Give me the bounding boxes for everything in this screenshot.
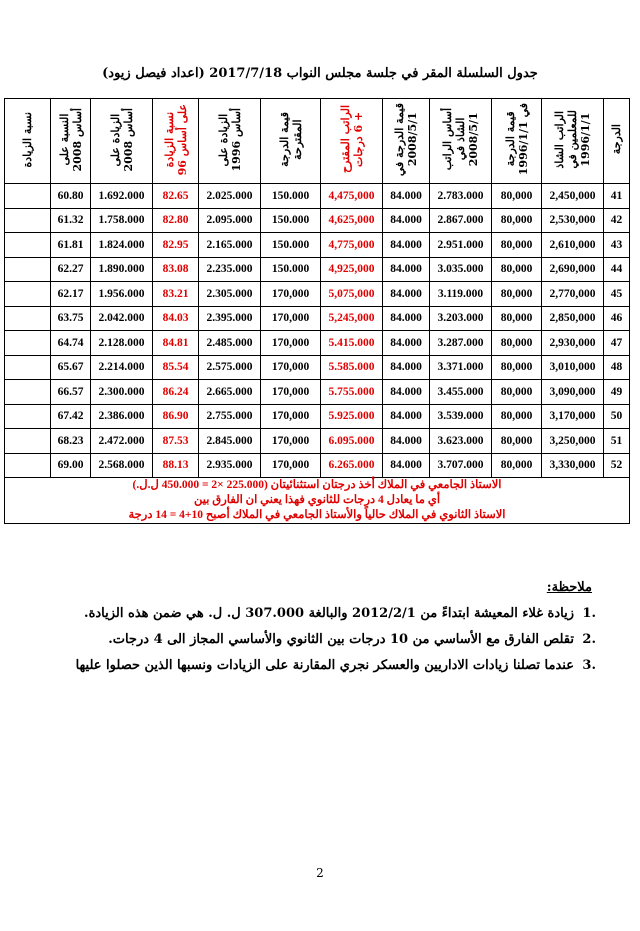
- cell-step08: 84.000: [383, 380, 430, 405]
- cell-pct96: 86.90: [153, 404, 199, 429]
- column-header: [321, 99, 383, 184]
- cell-step_prop: 170,000: [261, 355, 321, 380]
- cell-inc96: 2.755.000: [199, 404, 261, 429]
- table-row: [5, 233, 630, 258]
- cell-pct96: 87.53: [153, 429, 199, 454]
- cell-pct96: 84.81: [153, 331, 199, 356]
- cell-pct08: 62.17: [51, 282, 91, 307]
- cell-inc96: 2.095.000: [199, 208, 261, 233]
- cell-pct96: 82.80: [153, 208, 199, 233]
- cell-step96: 80,000: [492, 257, 542, 282]
- cell-pct96: 88.13: [153, 453, 199, 478]
- cell-step08: 84.000: [383, 306, 430, 331]
- cell-pct: [5, 429, 51, 454]
- cell-step96: 80,000: [492, 208, 542, 233]
- cell-pct08: 69.00: [51, 453, 91, 478]
- table-note-line: الاستاذ الجامعي في الملاك أخذ درجتان استثنائيتان (225.000 ×2 = 450.000 ل.ل.): [132, 479, 502, 491]
- notes-heading: ملاحظة:: [546, 580, 592, 595]
- cell-step96: 80,000: [492, 453, 542, 478]
- cell-grade: 52: [604, 453, 630, 478]
- note-item: [14, 632, 596, 658]
- cell-salary96: 2,770,000: [542, 282, 604, 307]
- cell-inc96: 2.575.000: [199, 355, 261, 380]
- cell-inc08: 1.692.000: [91, 184, 153, 209]
- cell-grade: 43: [604, 233, 630, 258]
- cell-inc96: 2.235.000: [199, 257, 261, 282]
- cell-step08: 84.000: [383, 429, 430, 454]
- table-row: [5, 453, 630, 478]
- cell-pct08: 62.27: [51, 257, 91, 282]
- column-header: [604, 99, 630, 184]
- cell-inc08: 2.568.000: [91, 453, 153, 478]
- cell-grade: 51: [604, 429, 630, 454]
- cell-base08: 2.783.000: [430, 184, 492, 209]
- column-header: [91, 99, 153, 184]
- page-number: 2: [316, 866, 324, 880]
- cell-pct: [5, 257, 51, 282]
- cell-step08: 84.000: [383, 257, 430, 282]
- cell-proposed: 4,475,000: [321, 184, 383, 209]
- cell-base08: 3.371.000: [430, 355, 492, 380]
- table-row: [5, 208, 630, 233]
- cell-base08: 2.951.000: [430, 233, 492, 258]
- cell-grade: 48: [604, 355, 630, 380]
- cell-step96: 80,000: [492, 404, 542, 429]
- cell-step96: 80,000: [492, 282, 542, 307]
- cell-step96: 80,000: [492, 355, 542, 380]
- cell-base08: 3.203.000: [430, 306, 492, 331]
- table-note-row: [5, 478, 630, 524]
- table-row: [5, 184, 630, 209]
- cell-salary96: 3,170,000: [542, 404, 604, 429]
- cell-grade: 41: [604, 184, 630, 209]
- cell-proposed: 4,925,000: [321, 257, 383, 282]
- cell-step08: 84.000: [383, 233, 430, 258]
- cell-inc08: 2.386.000: [91, 404, 153, 429]
- cell-pct96: 85.54: [153, 355, 199, 380]
- cell-step_prop: 170,000: [261, 429, 321, 454]
- cell-step96: 80,000: [492, 306, 542, 331]
- column-header-label: قيمة الدرجة المقترحة: [277, 112, 304, 167]
- cell-step_prop: 150.000: [261, 208, 321, 233]
- table-row: [5, 429, 630, 454]
- cell-step_prop: 170,000: [261, 282, 321, 307]
- cell-pct96: 86.24: [153, 380, 199, 405]
- column-header-label: النسبة على أساس 2008: [57, 107, 84, 172]
- cell-grade: 45: [604, 282, 630, 307]
- column-header-label: أساس الراتب الشاذ في 2008/5/1: [441, 108, 480, 171]
- cell-base08: 3.623.000: [430, 429, 492, 454]
- cell-inc08: 1.890.000: [91, 257, 153, 282]
- cell-step_prop: 150.000: [261, 184, 321, 209]
- cell-grade: 50: [604, 404, 630, 429]
- cell-pct: [5, 355, 51, 380]
- cell-step_prop: 170,000: [261, 331, 321, 356]
- cell-inc96: 2.665.000: [199, 380, 261, 405]
- cell-inc96: 2.305.000: [199, 282, 261, 307]
- cell-inc08: 2.042.000: [91, 306, 153, 331]
- cell-base08: 3.707.000: [430, 453, 492, 478]
- column-header-label: الزيادة على أساس 1996: [216, 107, 243, 172]
- column-header: [153, 99, 199, 184]
- cell-pct96: 83.21: [153, 282, 199, 307]
- cell-pct96: 82.95: [153, 233, 199, 258]
- table-note: [5, 478, 630, 524]
- cell-step96: 80,000: [492, 380, 542, 405]
- column-header: [199, 99, 261, 184]
- cell-step_prop: 150.000: [261, 233, 321, 258]
- cell-pct08: 60.80: [51, 184, 91, 209]
- cell-pct: [5, 233, 51, 258]
- column-header: [492, 99, 542, 184]
- table-row: [5, 306, 630, 331]
- table-note-line: أي ما يعادل 4 درجات للثانوي فهذا يعني ان الفارق بين: [193, 494, 441, 506]
- cell-pct96: 84.03: [153, 306, 199, 331]
- cell-pct96: 83.08: [153, 257, 199, 282]
- table-row: [5, 331, 630, 356]
- cell-inc08: 1.824.000: [91, 233, 153, 258]
- cell-step96: 80,000: [492, 184, 542, 209]
- table-row: [5, 257, 630, 282]
- cell-pct08: 66.57: [51, 380, 91, 405]
- cell-pct08: 64.74: [51, 331, 91, 356]
- cell-proposed: 5.925.000: [321, 404, 383, 429]
- cell-salary96: 3,330,000: [542, 453, 604, 478]
- cell-inc96: 2.845.000: [199, 429, 261, 454]
- cell-grade: 44: [604, 257, 630, 282]
- cell-pct08: 65.67: [51, 355, 91, 380]
- table-header-row: [5, 99, 630, 184]
- note-text: زيادة غلاء المعيشة ابتداءً من 2012/2/1 والبالغة 307.000 ل. ل. هي ضمن هذه الزيادة.: [84, 606, 574, 621]
- column-header-label: الراتب المقترح + 6 درجات: [338, 105, 365, 174]
- cell-base08: 3.119.000: [430, 282, 492, 307]
- cell-inc08: 2.300.000: [91, 380, 153, 405]
- cell-pct: [5, 208, 51, 233]
- cell-pct: [5, 404, 51, 429]
- cell-salary96: 2,930,000: [542, 331, 604, 356]
- column-header-label: قيمة الدرجة في 2008/5/1: [393, 102, 419, 177]
- cell-inc96: 2.165.000: [199, 233, 261, 258]
- cell-base08: 3.287.000: [430, 331, 492, 356]
- cell-pct: [5, 380, 51, 405]
- cell-inc96: 2.935.000: [199, 453, 261, 478]
- cell-pct: [5, 453, 51, 478]
- table-note-line: الاستاذ الثانوي في الملاك حالياً والأستاذ الجامعي في الملاك أصبح 10+4 = 14 درجة: [128, 509, 506, 521]
- cell-proposed: 5.585.000: [321, 355, 383, 380]
- table-row: [5, 282, 630, 307]
- cell-salary96: 2,450,000: [542, 184, 604, 209]
- cell-pct: [5, 282, 51, 307]
- note-number: .2: [582, 632, 596, 647]
- column-header: [383, 99, 430, 184]
- cell-proposed: 5,075,000: [321, 282, 383, 307]
- cell-step_prop: 150.000: [261, 257, 321, 282]
- cell-pct08: 68.23: [51, 429, 91, 454]
- cell-salary96: 2,690,000: [542, 257, 604, 282]
- cell-inc08: 1.758.000: [91, 208, 153, 233]
- cell-step08: 84.000: [383, 208, 430, 233]
- cell-pct: [5, 306, 51, 331]
- cell-salary96: 3,010,000: [542, 355, 604, 380]
- cell-salary96: 2,610,000: [542, 233, 604, 258]
- column-header: [5, 99, 51, 184]
- cell-step96: 80,000: [492, 331, 542, 356]
- cell-pct96: 82.65: [153, 184, 199, 209]
- cell-pct: [5, 184, 51, 209]
- cell-proposed: 5.415.000: [321, 331, 383, 356]
- cell-step_prop: 170,000: [261, 404, 321, 429]
- cell-base08: 3.035.000: [430, 257, 492, 282]
- note-item: [14, 658, 596, 684]
- cell-inc08: 2.472.000: [91, 429, 153, 454]
- cell-step96: 80,000: [492, 233, 542, 258]
- cell-salary96: 2,530,000: [542, 208, 604, 233]
- cell-salary96: 3,090,000: [542, 380, 604, 405]
- cell-step96: 80,000: [492, 429, 542, 454]
- column-header: [542, 99, 604, 184]
- column-header-label: قيمة الدرجة في 1996/1/1: [503, 103, 530, 176]
- cell-grade: 42: [604, 208, 630, 233]
- table-row: [5, 355, 630, 380]
- cell-grade: 47: [604, 331, 630, 356]
- column-header-label: نسبة الزيادة على أساس 96: [162, 103, 189, 176]
- cell-proposed: 5.755.000: [321, 380, 383, 405]
- column-header: [261, 99, 321, 184]
- cell-inc08: 2.214.000: [91, 355, 153, 380]
- column-header: [51, 99, 91, 184]
- cell-inc08: 2.128.000: [91, 331, 153, 356]
- cell-pct08: 61.81: [51, 233, 91, 258]
- cell-inc08: 1.956.000: [91, 282, 153, 307]
- cell-base08: 2.867.000: [430, 208, 492, 233]
- cell-inc96: 2.025.000: [199, 184, 261, 209]
- column-header: [430, 99, 492, 184]
- column-header-label: الدرجة: [610, 124, 623, 155]
- cell-step08: 84.000: [383, 453, 430, 478]
- note-item: [14, 606, 596, 632]
- column-header-label: نسبة الزيادة: [21, 111, 34, 168]
- page-title: جدول السلسلة المقر في جلسة مجلس النواب 2017/7/18 (اعداد فيصل زيود): [102, 66, 538, 81]
- column-header-label: الزيادة على أساس 2008: [108, 107, 135, 172]
- cell-step_prop: 170,000: [261, 306, 321, 331]
- cell-step08: 84.000: [383, 184, 430, 209]
- cell-proposed: 5,245,000: [321, 306, 383, 331]
- cell-step08: 84.000: [383, 404, 430, 429]
- note-number: .3: [582, 658, 596, 673]
- cell-pct08: 67.42: [51, 404, 91, 429]
- cell-proposed: 6.095.000: [321, 429, 383, 454]
- note-text: عندما تصلنا زيادات الاداريين والعسكر نجري المقارنة على الزيادات ونسبها الذين حصلوا عليها: [75, 658, 574, 673]
- cell-step08: 84.000: [383, 355, 430, 380]
- notes-list: [14, 606, 596, 684]
- note-number: .1: [582, 606, 596, 621]
- cell-salary96: 2,850,000: [542, 306, 604, 331]
- table-row: [5, 404, 630, 429]
- cell-inc96: 2.485.000: [199, 331, 261, 356]
- column-header-label: الراتب الشاذ للمعلمين في 1996/1/1: [553, 110, 592, 169]
- cell-base08: 3.539.000: [430, 404, 492, 429]
- cell-pct08: 63.75: [51, 306, 91, 331]
- cell-salary96: 3,250,000: [542, 429, 604, 454]
- cell-proposed: 4,775,000: [321, 233, 383, 258]
- salary-scale-table: [4, 98, 630, 524]
- cell-pct08: 61.32: [51, 208, 91, 233]
- cell-proposed: 6.265.000: [321, 453, 383, 478]
- cell-grade: 46: [604, 306, 630, 331]
- cell-step08: 84.000: [383, 331, 430, 356]
- cell-proposed: 4,625,000: [321, 208, 383, 233]
- table-row: [5, 380, 630, 405]
- cell-pct: [5, 331, 51, 356]
- cell-step_prop: 170,000: [261, 453, 321, 478]
- note-text: تقلص الفارق مع الأساسي من 10 درجات بين الثانوي والأساسي المجاز الى 4 درجات.: [108, 632, 574, 647]
- cell-step08: 84.000: [383, 282, 430, 307]
- cell-inc96: 2.395.000: [199, 306, 261, 331]
- cell-step_prop: 170,000: [261, 380, 321, 405]
- cell-grade: 49: [604, 380, 630, 405]
- cell-base08: 3.455.000: [430, 380, 492, 405]
